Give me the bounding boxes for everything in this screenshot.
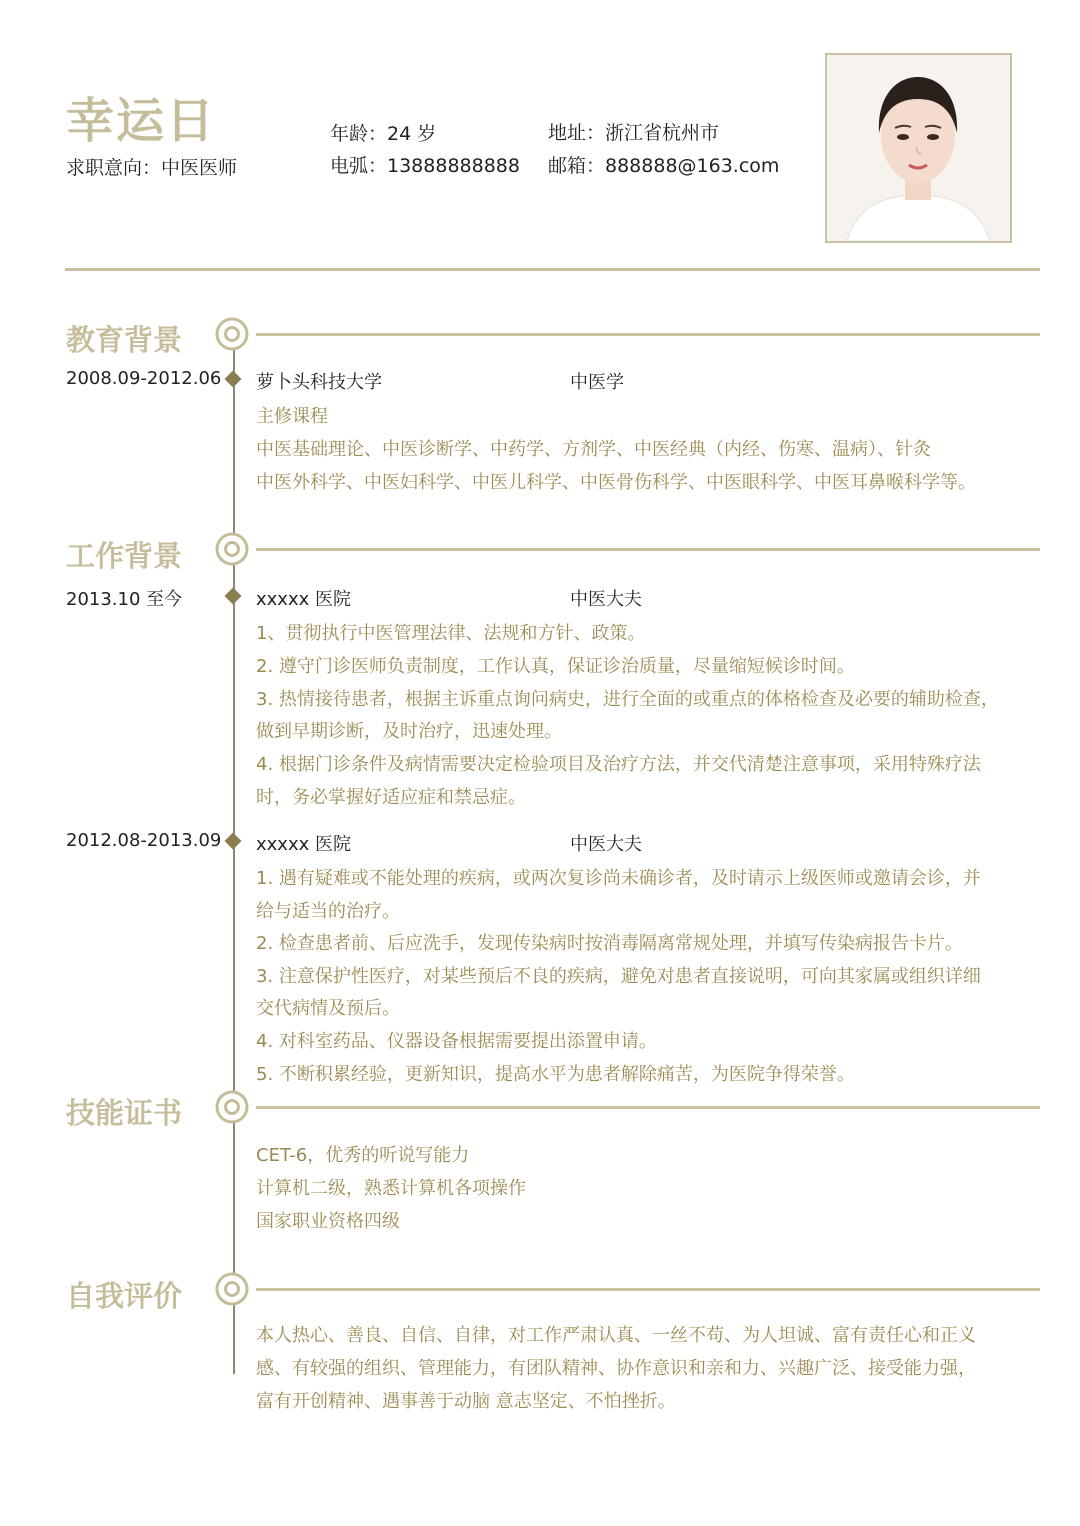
job-duty-line: 1. 遇有疑难或不能处理的疾病，或两次复诊尚未确诊者，及时请示上级医师或邀请会诊，并 [256, 868, 981, 889]
section-title-work: 工作背景 [66, 539, 183, 573]
job-role: 中医大夫 [570, 589, 642, 610]
skill-line: CET-6，优秀的听说写能力 [256, 1145, 470, 1166]
timeline-diamond-icon [225, 371, 242, 388]
major: 中医学 [570, 372, 624, 393]
job-duty-line: 4. 对科室药品、仪器设备根据需要提出添置申请。 [256, 1031, 657, 1052]
timeline-ring-icon [214, 1089, 250, 1125]
job-date: 2013.10 至今 [66, 589, 183, 610]
profile-photo [825, 53, 1012, 243]
timeline-diamond-icon [225, 588, 242, 605]
address: 地址：浙江省杭州市 [548, 122, 720, 144]
self-eval-line: 富有开创精神、遇事善于动脑 意志坚定、不怕挫折。 [256, 1391, 676, 1412]
age: 年龄：24 岁 [330, 123, 437, 145]
section-title-skills: 技能证书 [66, 1096, 183, 1130]
job-duty-line: 做到早期诊断，及时治疗，迅速处理。 [256, 721, 562, 742]
job-duty-line: 1、贯彻执行中医管理法律、法规和方针、政策。 [256, 623, 646, 644]
portrait-illustration [827, 55, 1010, 241]
timeline-ring-icon [214, 531, 250, 567]
section-divider [256, 333, 1040, 336]
job-duty-line: 交代病情及预后。 [256, 998, 400, 1019]
job-duty-line: 2. 检查患者前、后应洗手，发现传染病时按消毒隔离常规处理，并填写传染病报告卡片。 [256, 933, 963, 954]
section-title-education: 教育背景 [66, 323, 183, 357]
job-duty-line: 4. 根据门诊条件及病情需要决定检验项目及治疗方法，并交代清楚注意事项，采用特殊疗法 [256, 754, 981, 775]
section-divider [256, 1288, 1040, 1291]
job-date: 2012.08-2013.09 [66, 830, 222, 851]
phone: 电弧：13888888888 [330, 155, 520, 177]
section-title-self: 自我评价 [66, 1279, 183, 1313]
section-divider [256, 1106, 1040, 1109]
education-date: 2008.09-2012.06 [66, 368, 222, 389]
candidate-name: 幸运日 [66, 93, 217, 149]
timeline-ring-icon [214, 1271, 250, 1307]
section-divider [256, 548, 1040, 551]
header-divider [65, 268, 1040, 271]
self-eval-line: 本人热心、善良、自信、自律，对工作严肃认真、一丝不苟、为人坦诚、富有责任心和正义 [256, 1325, 976, 1346]
skill-line: 计算机二级，熟悉计算机各项操作 [256, 1178, 526, 1199]
education-line: 主修课程 [256, 406, 328, 427]
education-line: 中医基础理论、中医诊断学、中药学、方剂学、中医经典（内经、伤寒、温病）、针灸 [256, 439, 931, 460]
job-intent: 求职意向：中医医师 [66, 157, 238, 179]
job-org: xxxxx 医院 [256, 589, 351, 610]
job-org: xxxxx 医院 [256, 834, 351, 855]
job-role: 中医大夫 [570, 834, 642, 855]
job-duty-line: 5. 不断积累经验，更新知识，提高水平为患者解除痛苦，为医院争得荣誉。 [256, 1064, 855, 1085]
skill-line: 国家职业资格四级 [256, 1211, 400, 1232]
job-duty-line: 2. 遵守门诊医师负责制度，工作认真，保证诊治质量，尽量缩短候诊时间。 [256, 656, 855, 677]
school-name: 萝卜头科技大学 [256, 372, 382, 393]
self-eval-line: 感、有较强的组织、管理能力，有团队精神、协作意识和亲和力、兴趣广泛、接受能力强， [256, 1358, 976, 1379]
job-duty-line: 时，务必掌握好适应症和禁忌症。 [256, 787, 526, 808]
timeline-ring-icon [214, 316, 250, 352]
education-line: 中医外科学、中医妇科学、中医儿科学、中医骨伤科学、中医眼科学、中医耳鼻喉科学等。 [256, 472, 976, 493]
job-duty-line: 给与适当的治疗。 [256, 901, 400, 922]
job-duty-line: 3. 热情接待患者，根据主诉重点询问病史，进行全面的或重点的体格检查及必要的辅助检查， [256, 689, 999, 710]
timeline-line [233, 334, 235, 1374]
email: 邮箱：888888@163.com [548, 155, 780, 177]
timeline-diamond-icon [225, 833, 242, 850]
job-duty-line: 3. 注意保护性医疗，对某些预后不良的疾病，避免对患者直接说明，可向其家属或组织详细 [256, 966, 981, 987]
